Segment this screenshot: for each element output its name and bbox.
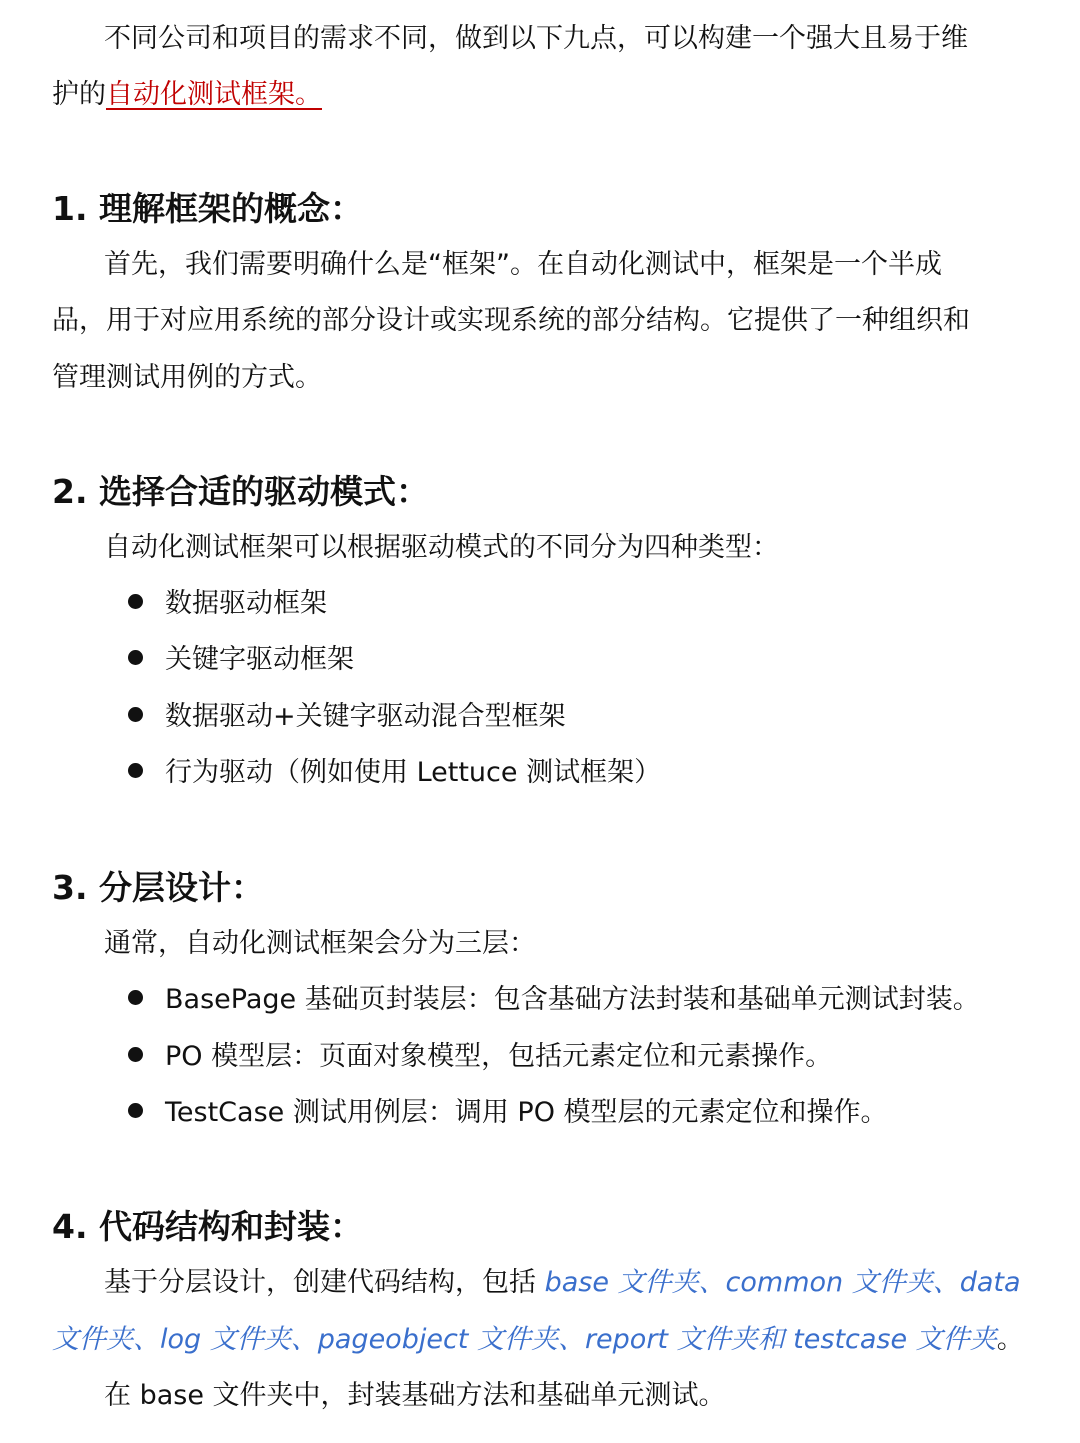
section-1-para-line-3: 管理测试用例的方式。 (52, 362, 322, 393)
bullet-icon (128, 707, 143, 722)
folder-list-end: 。 (996, 1324, 1024, 1355)
bullet-icon (128, 594, 143, 609)
section-3-para: 通常，自动化测试框架会分为三层： (104, 928, 536, 959)
section-1-para-line-2: 品，用于对应用系统的部分设计或实现系统的部分结构。它提供了一种组织和 (52, 305, 970, 336)
framework-link[interactable]: 自动化测试框架。 (106, 79, 322, 110)
list-item (128, 1037, 832, 1077)
bullet-icon (128, 650, 143, 665)
bullet-icon (128, 1103, 143, 1118)
section-1-heading: 1. 理解框架的概念： (52, 189, 363, 228)
list-item (128, 980, 980, 1020)
section-1-para-line-1: 首先，我们需要明确什么是“框架”。在自动化测试中，框架是一个半成 (104, 249, 942, 280)
section-4-para-2: 在 base 文件夹中，封装基础方法和基础单元测试。 (104, 1380, 726, 1411)
bullet-icon (128, 763, 143, 778)
list-item-text: BasePage 基础页封装层：包含基础方法封装和基础单元测试封装。 (165, 984, 980, 1015)
bullet-icon (128, 1047, 143, 1062)
intro-line-1: 不同公司和项目的需求不同，做到以下九点，可以构建一个强大且易于维 (104, 23, 968, 54)
bullet-icon (128, 990, 143, 1005)
intro-prefix: 护的 (52, 79, 106, 110)
list-item-text: 数据驱动+关键字驱动混合型框架 (165, 701, 566, 732)
list-item (128, 1093, 888, 1133)
section-4-para-line-2 (52, 1320, 1024, 1360)
list-item-text: PO 模型层：页面对象模型，包括元素定位和元素操作。 (165, 1041, 833, 1072)
list-item-text: TestCase 测试用例层：调用 PO 模型层的元素定位和操作。 (165, 1097, 888, 1128)
section-2-para: 自动化测试框架可以根据驱动模式的不同分为四种类型： (104, 532, 779, 563)
section-4-para-line-1 (104, 1263, 1021, 1303)
list-item (128, 697, 566, 737)
section-4-heading: 4. 代码结构和封装： (52, 1207, 363, 1246)
list-item (128, 584, 327, 624)
section-2-heading: 2. 选择合适的驱动模式： (52, 472, 429, 511)
section-3-heading: 3. 分层设计： (52, 868, 264, 907)
list-item (128, 640, 354, 680)
list-item (128, 753, 661, 793)
list-item-text: 行为驱动（例如使用 Lettuce 测试框架） (165, 757, 662, 788)
list-item-text: 关键字驱动框架 (165, 644, 354, 675)
folder-list-part-1: base 文件夹、common 文件夹、data (544, 1267, 1021, 1298)
list-item-text: 数据驱动框架 (165, 588, 327, 619)
intro-line-2 (52, 75, 322, 115)
section-4-para-prefix: 基于分层设计，创建代码结构，包括 (104, 1267, 536, 1298)
folder-list-part-2: 文件夹、log 文件夹、pageobject 文件夹、report 文件夹和 testcase 文件夹 (52, 1324, 997, 1355)
